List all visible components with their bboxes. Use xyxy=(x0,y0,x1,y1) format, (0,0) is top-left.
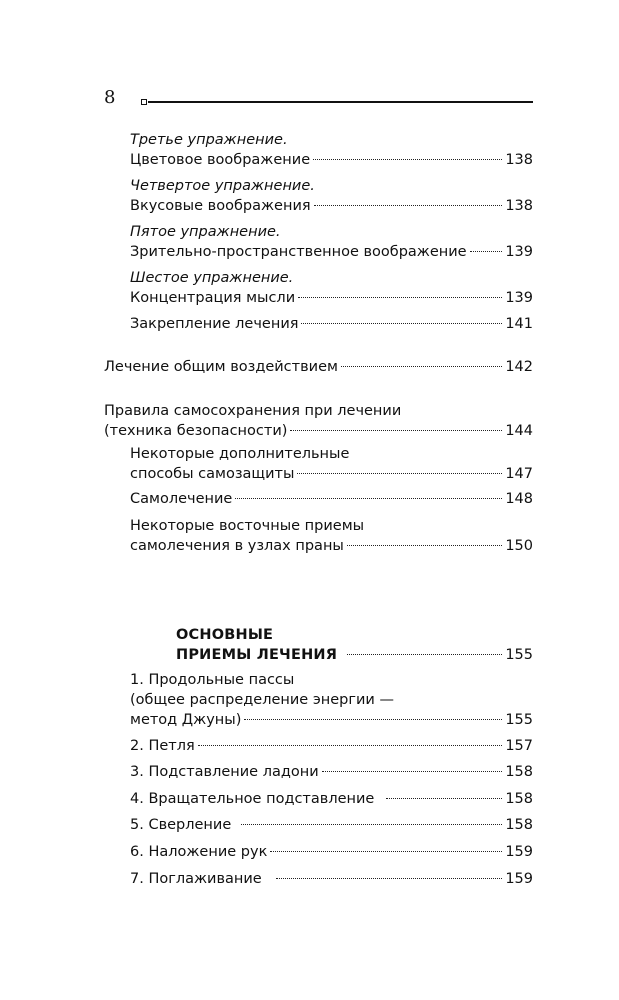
toc-entry-label: Закрепление лечения xyxy=(130,316,299,332)
toc-entry-label: 7. Поглаживание xyxy=(130,871,262,887)
toc-entry-thought-concentration[interactable] xyxy=(130,268,533,308)
dot-leader xyxy=(241,824,502,825)
toc-entry-page: 141 xyxy=(505,316,533,332)
toc-entry-label: 4. Вращательное подставление xyxy=(130,791,375,807)
toc-entry-page: 147 xyxy=(505,466,533,482)
dot-leader xyxy=(298,297,502,298)
dot-leader xyxy=(301,323,502,324)
toc-entry-exercise-title: Третье упражнение. xyxy=(130,132,288,148)
toc-entry-page: 138 xyxy=(505,198,533,214)
toc-entry-page: 150 xyxy=(505,538,533,554)
toc-entry-general-influence[interactable] xyxy=(104,357,533,377)
toc-entry-page: 158 xyxy=(505,817,533,833)
section-heading-line: ОСНОВНЫЕ xyxy=(176,627,274,643)
toc-entry-stroking[interactable] xyxy=(130,869,533,889)
toc-entry-exercise-title: Пятое упражнение. xyxy=(130,224,281,240)
dot-leader xyxy=(276,878,503,879)
toc-entry-label-line: 1. Продольные пассы xyxy=(130,672,295,688)
toc-entry-label-line: Некоторые восточные приемы xyxy=(130,518,365,534)
toc-entry-page: 158 xyxy=(505,791,533,807)
toc-entry-palm-placement[interactable] xyxy=(130,762,533,782)
toc-entry-loop[interactable] xyxy=(130,736,533,756)
toc-entry-page: 157 xyxy=(505,738,533,754)
toc-entry-label: 3. Подставление ладони xyxy=(130,764,319,780)
dot-leader xyxy=(470,251,503,252)
toc-entry-label: способы самозащиты xyxy=(130,466,295,482)
toc-entry-color-imagination[interactable] xyxy=(130,130,533,170)
toc-entry-page: 139 xyxy=(505,244,533,260)
toc-entry-page: 144 xyxy=(505,423,533,439)
toc-entry-label: Зрительно-пространственное воображение xyxy=(130,244,467,260)
toc-entry-laying-hands[interactable] xyxy=(130,842,533,862)
toc-entry-longitudinal-passes[interactable] xyxy=(130,670,533,730)
toc-entry-label: (техника безопасности) xyxy=(104,423,288,439)
toc-entry-label-line: Правила самосохранения при лечении xyxy=(104,403,402,419)
toc-entry-taste-imagination[interactable] xyxy=(130,176,533,216)
dot-leader xyxy=(347,545,502,546)
toc-entry-label-line: (общее распределение энергии — xyxy=(130,692,394,708)
header-rule xyxy=(141,99,533,105)
toc-entry-eastern-techniques[interactable] xyxy=(130,516,533,556)
dot-leader xyxy=(322,771,503,772)
toc-entry-label: 2. Петля xyxy=(130,738,195,754)
toc-entry-page: 159 xyxy=(505,844,533,860)
toc-entry-spatial-imagination[interactable] xyxy=(130,222,533,262)
toc-entry-self-healing[interactable] xyxy=(130,489,533,509)
dot-leader xyxy=(290,430,502,431)
toc-entry-page: 155 xyxy=(505,647,533,663)
toc-entry-page: 142 xyxy=(505,359,533,375)
toc-entry-exercise-title: Четвертое упражнение. xyxy=(130,178,315,194)
toc-entry-page: 148 xyxy=(505,491,533,507)
header-rule-square xyxy=(141,99,147,105)
toc-entry-label: метод Джуны) xyxy=(130,712,242,728)
toc-entry-safety-rules[interactable] xyxy=(104,401,533,441)
toc-entry-label: 6. Наложение рук xyxy=(130,844,268,860)
toc-entry-drilling[interactable] xyxy=(130,815,533,835)
toc-entry-rotational-placement[interactable] xyxy=(130,789,533,809)
dot-leader xyxy=(313,159,502,160)
dot-leader xyxy=(297,473,502,474)
toc-entry-main-techniques[interactable] xyxy=(176,625,533,665)
toc-entry-label: Вкусовые воображения xyxy=(130,198,311,214)
page-number: 8 xyxy=(104,87,116,108)
toc-entry-page: 158 xyxy=(505,764,533,780)
toc-entry-label-line: Некоторые дополнительные xyxy=(130,446,350,462)
toc-entry-page: 159 xyxy=(505,871,533,887)
toc-entry-treatment-consolidation[interactable] xyxy=(130,314,533,334)
toc-entry-page: 139 xyxy=(505,290,533,306)
toc-entry-page: 138 xyxy=(505,152,533,168)
toc-entry-exercise-title: Шестое упражнение. xyxy=(130,270,294,286)
dot-leader xyxy=(270,851,502,852)
toc-entry-label: самолечения в узлах праны xyxy=(130,538,344,554)
toc-entry-label: 5. Сверление xyxy=(130,817,232,833)
dot-leader xyxy=(341,366,502,367)
toc-entry-label: Самолечение xyxy=(130,491,233,507)
header-rule-line xyxy=(148,101,533,103)
dot-leader xyxy=(347,654,502,655)
toc-entry-page: 155 xyxy=(505,712,533,728)
dot-leader xyxy=(386,798,502,799)
section-heading: ПРИЕМЫ ЛЕЧЕНИЯ xyxy=(176,647,338,663)
dot-leader xyxy=(244,719,502,720)
dot-leader xyxy=(235,498,502,499)
toc-entry-label: Цветовое воображение xyxy=(130,152,311,168)
dot-leader xyxy=(314,205,503,206)
toc-entry-self-protection[interactable] xyxy=(130,444,533,484)
dot-leader xyxy=(198,745,503,746)
toc-entry-label: Концентрация мысли xyxy=(130,290,296,306)
toc-entry-label: Лечение общим воздействием xyxy=(104,359,338,375)
